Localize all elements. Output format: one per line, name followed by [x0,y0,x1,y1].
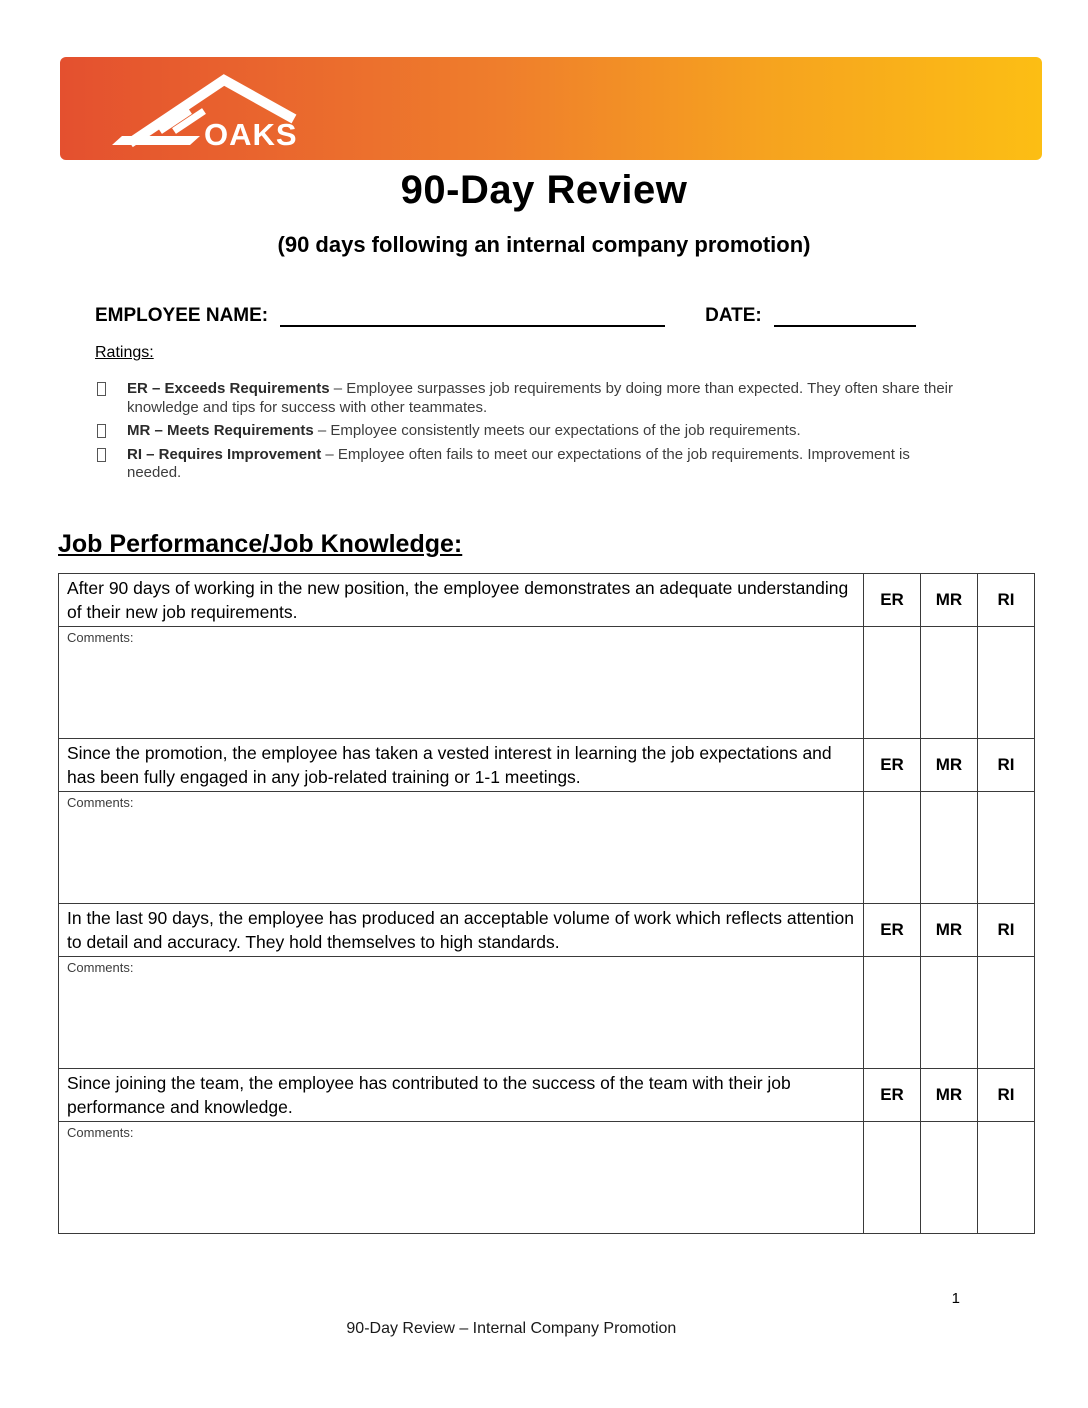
date-label: DATE: [705,305,762,326]
question-cell: Since the promotion, the employee has taken a vested interest in learning the job expectations and has been fully engaged in any job-related training or 1-1 meetings. [59,739,864,792]
rating-header-mr: MR [921,574,978,627]
oaks-logo-icon [96,67,376,151]
rating-definition-mr [97,422,957,441]
rating-cell-er[interactable] [864,792,921,904]
rating-header-mr: MR [921,904,978,957]
rating-cell-er[interactable] [864,1122,921,1234]
rating-cell-mr[interactable] [921,792,978,904]
square-bullet-icon [97,448,106,462]
date-input[interactable] [774,303,916,327]
rating-definition-ri [97,446,957,483]
page-subtitle: (90 days following an internal company promotion) [277,232,811,257]
rating-cell-er[interactable] [864,957,921,1069]
rating-definition-text: RI – Requires Improvement – Employee often fails to meet our expectations of the job requirements. Improvement is needed. [127,445,910,481]
rating-definition-text: MR – Meets Requirements – Employee consistently meets our expectations of the job requirements. [127,422,801,439]
brand-banner [60,57,1042,160]
employee-name-input[interactable] [280,303,665,327]
rating-header-ri: RI [978,1069,1035,1122]
rating-cell-mr[interactable] [921,627,978,739]
rating-header-ri: RI [978,904,1035,957]
question-cell: In the last 90 days, the employee has produced an acceptable volume of work which reflects attention to detail and accuracy. They hold themselves to high standards. [59,904,864,957]
ratings-heading: Ratings: [95,344,154,361]
rating-definition-text: ER – Exceeds Requirements – Employee surpasses job requirements by doing more than expected. They often share their knowledge and tips for success with other teammates. [127,380,954,416]
ratings-list [97,380,957,488]
comments-row [59,792,1035,904]
rating-definition-er [97,380,957,417]
rating-header-mr: MR [921,1069,978,1122]
comments-cell[interactable]: Comments: [59,957,864,1069]
question-cell: After 90 days of working in the new position, the employee demonstrates an adequate understanding of their new job requirements. [59,574,864,627]
page-title: 90-Day Review [400,168,688,212]
comments-row [59,957,1035,1069]
square-bullet-icon [97,382,106,396]
rating-header-mr: MR [921,739,978,792]
question-row [59,739,1035,792]
employee-name-label: EMPLOYEE NAME: [95,305,269,326]
rating-cell-ri[interactable] [978,792,1035,904]
question-row [59,574,1035,627]
rating-header-er: ER [864,904,921,957]
question-row [59,1069,1035,1122]
rating-header-ri: RI [978,739,1035,792]
comments-cell[interactable]: Comments: [59,1122,864,1234]
rating-cell-mr[interactable] [921,1122,978,1234]
logo-text: OAKS [204,117,298,151]
rating-header-er: ER [864,1069,921,1122]
square-bullet-icon [97,424,106,438]
rating-cell-ri[interactable] [978,627,1035,739]
footer-title: 90-Day Review – Internal Company Promotion [346,1320,677,1337]
review-table [58,573,1035,1234]
section-heading: Job Performance/Job Knowledge: [58,530,463,558]
employee-fields [95,303,975,327]
rating-cell-ri[interactable] [978,957,1035,1069]
rating-header-er: ER [864,739,921,792]
rating-header-ri: RI [978,574,1035,627]
comments-cell[interactable]: Comments: [59,792,864,904]
rating-cell-mr[interactable] [921,957,978,1069]
question-row [59,904,1035,957]
page-number: 1 [951,1290,960,1307]
comments-row [59,627,1035,739]
question-cell: Since joining the team, the employee has contributed to the success of the team with their job performance and knowledge. [59,1069,864,1122]
rating-cell-ri[interactable] [978,1122,1035,1234]
comments-row [59,1122,1035,1234]
rating-header-er: ER [864,574,921,627]
rating-cell-er[interactable] [864,627,921,739]
comments-cell[interactable]: Comments: [59,627,864,739]
